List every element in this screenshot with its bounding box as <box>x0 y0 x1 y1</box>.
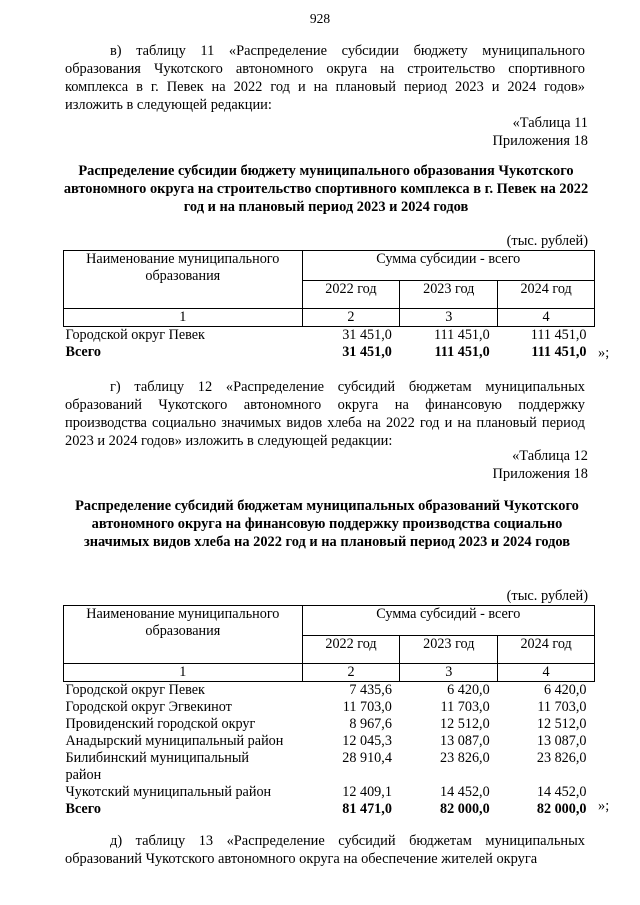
table11-year-2023: 2023 год <box>400 281 498 309</box>
table12-year-2022: 2022 год <box>302 636 400 664</box>
row-value-2022: 11 703,0 <box>342 699 392 715</box>
total-value-2023: 82 000,0 <box>440 801 490 817</box>
total-value-2024: 111 451,0 <box>531 344 587 360</box>
table-total-row <box>64 344 595 361</box>
row-value-2024: 12 512,0 <box>536 716 587 732</box>
table11-caption-line2: Приложения 18 <box>492 133 588 149</box>
row-value-2024: 111 451,0 <box>530 327 587 343</box>
table11-end-mark: »; <box>598 345 610 361</box>
table12-unit: (тыс. рублей) <box>506 588 588 604</box>
row-name: Анадырский муниципальный район <box>65 733 284 749</box>
table-row <box>64 750 595 784</box>
row-name: Чукотский муниципальный район <box>65 784 272 800</box>
row-value-2022: 7 435,6 <box>349 682 392 698</box>
row-value-2023: 23 826,0 <box>440 750 490 766</box>
row-value-2024: 6 420,0 <box>543 682 587 698</box>
table11-colnum-2: 2 <box>302 309 400 327</box>
row-value-2022: 12 045,3 <box>342 733 392 749</box>
table11-header-name: Наименование муниципального образования <box>64 251 303 309</box>
row-name: Провиденский городской округ <box>65 716 256 732</box>
table12-title: Распределение субсидий бюджетам муниципальных образований Чукотского автономного округа на финансовую поддержку производства социально значимых видов хлеба на 2022 год и на плановый период 2023 и 2024 годов <box>75 498 579 550</box>
paragraph-v: в) таблицу 11 «Распределение субсидии бюджету муниципального образования Чукотского автономного округа на строительство спортивного комплекса в г. Певек на 2022 год и на плановый период 2023 и 2024 годов» изложить в следующей редакции: <box>65 43 585 113</box>
total-value-2024: 82 000,0 <box>536 801 587 817</box>
table12 <box>63 605 595 818</box>
table11-year-2022: 2022 год <box>302 281 400 309</box>
table-total-row <box>64 801 595 818</box>
row-name: Билибинский муниципальный район <box>65 750 249 783</box>
table12-year-2023: 2023 год <box>400 636 498 664</box>
table-row <box>64 716 595 733</box>
row-value-2023: 12 512,0 <box>440 716 490 732</box>
total-value-2022: 31 451,0 <box>342 344 392 360</box>
table11-unit: (тыс. рублей) <box>506 233 588 249</box>
paragraph-g: г) таблицу 12 «Распределение субсидий бюджетам муниципальных образований Чукотского автономного округа на финансовую поддержку производства социально значимых видов хлеба на 2022 год и на плановый период 2023 и 2024 годов» изложить в следующей редакции: <box>65 379 585 449</box>
table-row <box>64 733 595 750</box>
row-value-2023: 111 451,0 <box>433 327 490 343</box>
table11-colnum-4: 4 <box>498 309 595 327</box>
table12-colnum-2: 2 <box>302 664 400 682</box>
row-value-2022: 8 967,6 <box>349 716 392 732</box>
row-value-2024: 14 452,0 <box>536 784 587 800</box>
row-value-2022: 12 409,1 <box>342 784 392 800</box>
total-label: Всего <box>65 344 101 360</box>
table11-caption-line1: «Таблица 11 <box>512 115 588 131</box>
table12-caption-line2: Приложения 18 <box>492 466 588 482</box>
row-value-2022: 31 451,0 <box>342 327 392 343</box>
total-value-2023: 111 451,0 <box>434 344 490 360</box>
table11-header-sum: Сумма субсидии - всего <box>302 251 594 281</box>
table12-colnum-1: 1 <box>64 664 303 682</box>
row-name: Городской округ Певек <box>65 327 205 343</box>
table12-year-2024: 2024 год <box>498 636 595 664</box>
table11-year-2024: 2024 год <box>498 281 595 309</box>
table-row <box>64 682 595 700</box>
table-row <box>64 784 595 801</box>
table12-header-name: Наименование муниципального образования <box>64 606 303 664</box>
row-value-2023: 11 703,0 <box>440 699 490 715</box>
table12-caption-line1: «Таблица 12 <box>512 448 588 464</box>
table-row <box>64 327 595 345</box>
table12-end-mark: »; <box>598 798 610 814</box>
table12-header-sum: Сумма субсидий - всего <box>302 606 594 636</box>
row-value-2022: 28 910,4 <box>342 750 392 766</box>
row-value-2023: 6 420,0 <box>447 682 490 698</box>
row-value-2024: 11 703,0 <box>537 699 587 715</box>
table11-colnum-1: 1 <box>64 309 303 327</box>
row-name: Городской округ Эгвекинот <box>65 699 232 715</box>
page-number: 928 <box>309 11 331 26</box>
table11-title: Распределение субсидии бюджету муниципального образования Чукотского автономного округа на строительство спортивного комплекса в г. Певек на 2022 год и на плановый период 2023 и 2024 годов <box>63 163 589 215</box>
table11-colnum-3: 3 <box>400 309 498 327</box>
total-label: Всего <box>65 801 101 817</box>
table-row <box>64 699 595 716</box>
table11 <box>63 250 595 361</box>
table12-colnum-4: 4 <box>498 664 595 682</box>
total-value-2022: 81 471,0 <box>342 801 392 817</box>
row-name: Городской округ Певек <box>65 682 205 698</box>
paragraph-d: д) таблицу 13 «Распределение субсидий бюджетам муниципальных образований Чукотского автономного округа на обеспечение жителей округа <box>65 833 585 867</box>
table12-colnum-3: 3 <box>400 664 498 682</box>
row-value-2023: 14 452,0 <box>440 784 490 800</box>
row-value-2024: 13 087,0 <box>536 733 587 749</box>
row-value-2023: 13 087,0 <box>440 733 490 749</box>
row-value-2024: 23 826,0 <box>536 750 587 766</box>
